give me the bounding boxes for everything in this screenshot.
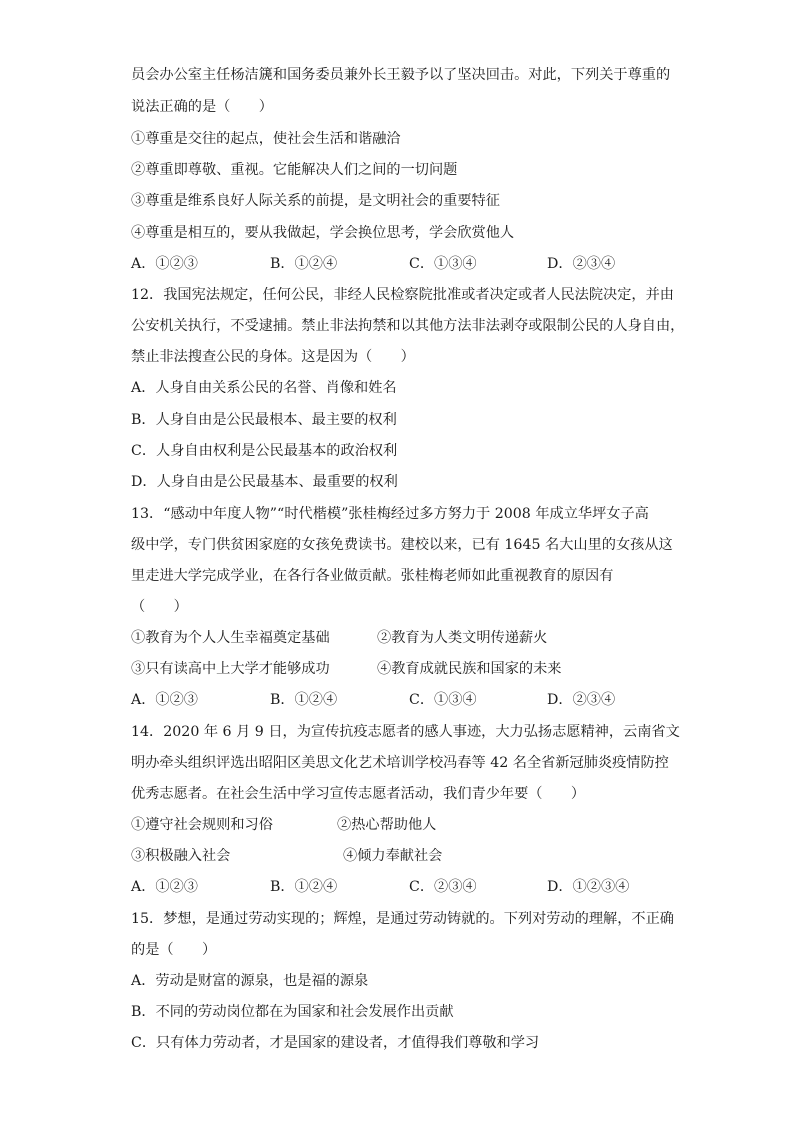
- q14-stem-line-2: 明办牵头组织评选出昭阳区美思文化艺术培训学校冯春等 42 名全省新冠肺炎疫情防控: [131, 755, 669, 771]
- q11-option-b[interactable]: B．①②④: [270, 256, 338, 272]
- q11-statement-3: ③尊重是维系良好人际关系的前提，是文明社会的重要特征: [131, 193, 500, 209]
- q12-stem-line-1: 12．我国宪法规定，任何公民，非经人民检察院批准或者决定或者人民法院决定，并由: [131, 287, 674, 303]
- q11-stem-line-2: 说法正确的是（ ）: [131, 99, 273, 115]
- q13-stem-line-2: 级中学，专门供贫困家庭的女孩免费读书。建校以来，已有 1645 名大山里的女孩从这: [131, 537, 673, 553]
- q11-statement-4: ④尊重是相互的，要从我做起，学会换位思考，学会欣赏他人: [131, 225, 515, 241]
- q14-statement-2: ②热心帮助他人: [337, 817, 437, 833]
- q14-statement-4: ④倾力奉献社会: [343, 848, 443, 864]
- q14-option-c[interactable]: C．②③④: [409, 879, 477, 895]
- q12-stem-line-3: 禁止非法搜查公民的身体。这是因为（ ）: [131, 349, 415, 365]
- q15-stem-line-1: 15．梦想，是通过劳动实现的；辉煌，是通过劳动铸就的。下列对劳动的理解，不正确: [131, 911, 674, 927]
- q14-stem-line-1: 14．2020 年 6 月 9 日，为宣传抗疫志愿者的感人事迹，大力弘扬志愿精神，云南省文: [131, 724, 680, 740]
- q13-option-d[interactable]: D．②③④: [547, 692, 616, 708]
- q13-statement-4: ④教育成就民族和国家的未来: [377, 661, 562, 677]
- q15-option-c[interactable]: C．只有体力劳动者，才是国家的建设者，才值得我们尊敬和学习: [131, 1035, 540, 1051]
- q15-option-a[interactable]: A．劳动是财富的源泉，也是福的源泉: [131, 973, 369, 989]
- q13-statement-1: ①教育为个人人生幸福奠定基础: [131, 630, 330, 646]
- q15-stem-line-2: 的是（ ）: [131, 942, 217, 958]
- q13-statement-3: ③只有读高中上大学才能够成功: [131, 661, 330, 677]
- q15-option-b[interactable]: B．不同的劳动岗位都在为国家和社会发展作出贡献: [131, 1004, 454, 1020]
- q14-statement-3: ③积极融入社会: [131, 848, 231, 864]
- q13-stem-line-1: 13．“感动中年度人物”“时代楷模”张桂梅经过多方努力于 2008 年成立华坪女子高: [131, 506, 649, 522]
- q11-stem-line-1: 员会办公室主任杨洁篪和国务委员兼外长王毅予以了坚决回击。对此，下列关于尊重的: [131, 67, 671, 83]
- q11-option-c[interactable]: C．①③④: [409, 256, 477, 272]
- q13-option-c[interactable]: C．①③④: [409, 692, 477, 708]
- q12-option-d[interactable]: D．人身自由是公民最基本、最重要的权利: [131, 474, 398, 490]
- q12-option-b[interactable]: B．人身自由是公民最根本、最主要的权利: [131, 412, 397, 428]
- q13-option-a[interactable]: A．①②③: [131, 692, 198, 708]
- q14-option-b[interactable]: B．①②④: [270, 879, 338, 895]
- q14-option-a[interactable]: A．①②③: [131, 879, 198, 895]
- q13-statement-2: ②教育为人类文明传递薪火: [377, 630, 548, 646]
- q14-stem-line-3: 优秀志愿者。在社会生活中学习宣传志愿者活动，我们青少年要（ ）: [131, 786, 586, 802]
- q13-stem-line-4: （ ）: [131, 599, 188, 615]
- q11-statement-1: ①尊重是交往的起点，使社会生活和谐融洽: [131, 131, 401, 147]
- q12-option-c[interactable]: C．人身自由权利是公民最基本的政治权利: [131, 443, 398, 459]
- q13-option-b[interactable]: B．①②④: [270, 692, 338, 708]
- q13-stem-line-3: 里走进大学完成学业，在各行各业做贡献。张桂梅老师如此重视教育的原因有: [131, 568, 614, 584]
- q11-statement-2: ②尊重即尊敬、重视。它能解决人们之间的一切问题: [131, 162, 458, 178]
- q14-option-d[interactable]: D．①②③④: [547, 879, 630, 895]
- q12-stem-line-2: 公安机关执行，不受逮捕。禁止非法拘禁和以其他方法非法剥夺或限制公民的人身自由，: [131, 318, 685, 334]
- q11-option-a[interactable]: A．①②③: [131, 256, 198, 272]
- q11-option-d[interactable]: D．②③④: [547, 256, 616, 272]
- q14-statement-1: ①遵守社会规则和习俗: [131, 817, 273, 833]
- q12-option-a[interactable]: A．人身自由关系公民的名誉、肖像和姓名: [131, 380, 397, 396]
